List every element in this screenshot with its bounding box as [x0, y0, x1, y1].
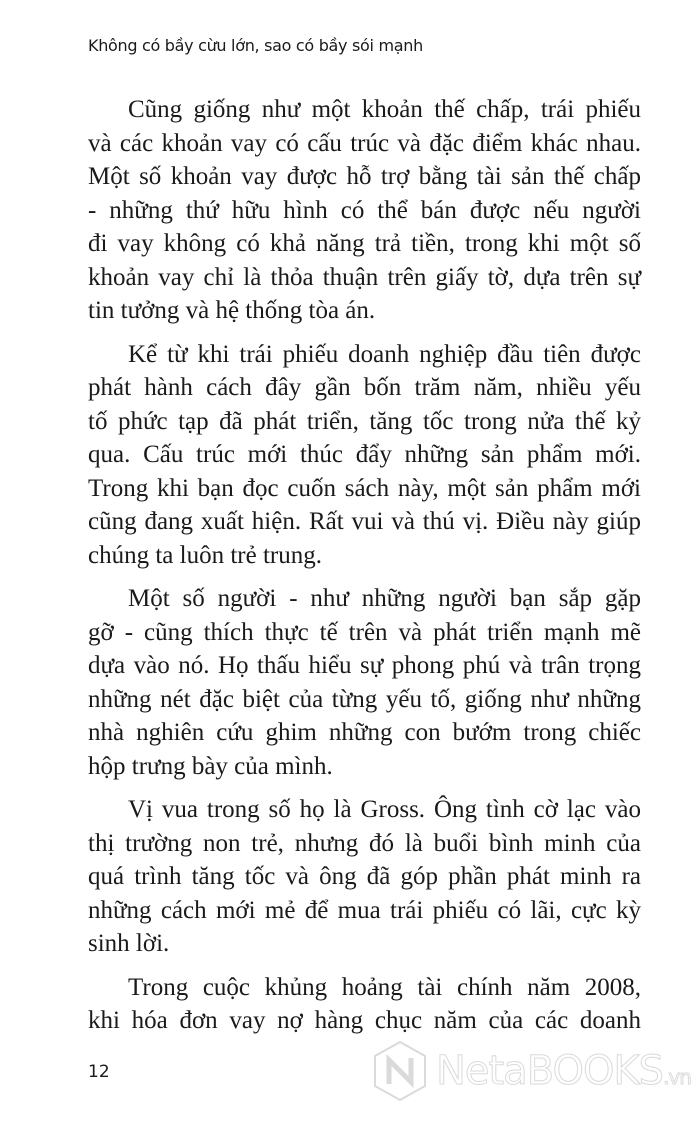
text-line: những cách mới mẻ để mua trái phiếu có lãi, cực kỳ — [88, 896, 641, 924]
paragraph — [88, 93, 641, 328]
text-line: Trong cuộc khủng hoảng tài chính năm 2008, — [128, 973, 641, 1001]
paragraph — [88, 338, 641, 573]
page-number: 12 — [88, 1062, 110, 1082]
text-line: khoản vay chỉ là thỏa thuận trên giấy tờ, dựa trên sự — [88, 263, 641, 291]
text-line: Một số khoản vay được hỗ trợ bằng tài sản thế chấp — [88, 163, 641, 190]
text-line: chúng ta luôn trẻ trung. — [88, 541, 322, 569]
text-line: Trong khi bạn đọc cuốn sách này, một sản phẩm mới — [88, 474, 641, 502]
text-line: đi vay không có khả năng trả tiền, trong khi một số — [88, 230, 641, 257]
text-line: nhà nghiên cứu ghim những con bướm trong chiếc — [88, 719, 641, 746]
text-line: Kể từ khi trái phiếu doanh nghiệp đầu tiên được — [128, 340, 641, 368]
text-line: cũng đang xuất hiện. Rất vui và thú vị. Điều này giúp — [88, 508, 641, 535]
netabooks-logo-icon — [372, 1040, 428, 1102]
text-line: phát hành cách đây gần bốn trăm năm, nhiều yếu — [88, 374, 641, 401]
paragraph — [88, 793, 641, 961]
text-line: Vị vua trong số họ là Gross. Ông tình cờ lạc vào — [128, 796, 641, 823]
watermark — [372, 1040, 691, 1102]
watermark-brand: NetaBOOKS.vn — [436, 1048, 691, 1094]
text-line: và các khoản vay có cấu trúc và đặc điểm khác nhau. — [88, 129, 641, 157]
text-line: thị trường non trẻ, nhưng đó là buổi bình minh của — [88, 829, 641, 857]
text-line: tố phức tạp đã phát triển, tăng tốc trong nửa thế kỷ — [88, 407, 641, 435]
text-line: quá trình tăng tốc và ông đã góp phần phát minh ra — [88, 863, 641, 890]
text-line: Một số người - như những người bạn sắp gặp — [128, 585, 641, 612]
text-line: - những thứ hữu hình có thể bán được nếu người — [88, 196, 641, 224]
paragraph — [88, 582, 641, 783]
body-text — [88, 93, 641, 1048]
text-line: dựa vào nó. Họ thấu hiểu sự phong phú và trân trọng — [88, 652, 641, 679]
text-line: hộp trưng bày của mình. — [88, 752, 333, 780]
running-header: Không có bầy cừu lớn, sao có bầy sói mạnh — [88, 36, 423, 55]
text-line: những nét đặc biệt của từng yếu tố, giống như những — [88, 685, 641, 713]
text-line: gỡ - cũng thích thực tế trên và phát triển mạnh mẽ — [88, 618, 641, 646]
paragraph — [88, 971, 641, 1038]
text-line: Cũng giống như một khoản thế chấp, trái phiếu — [128, 96, 641, 123]
text-line: tin tưởng và hệ thống tòa án. — [88, 297, 376, 324]
text-line: qua. Cấu trúc mới thúc đẩy những sản phẩm mới. — [88, 441, 641, 468]
text-line: sinh lời. — [88, 930, 170, 957]
text-line: khi hóa đơn vay nợ hàng chục năm của các doanh — [88, 1007, 641, 1034]
